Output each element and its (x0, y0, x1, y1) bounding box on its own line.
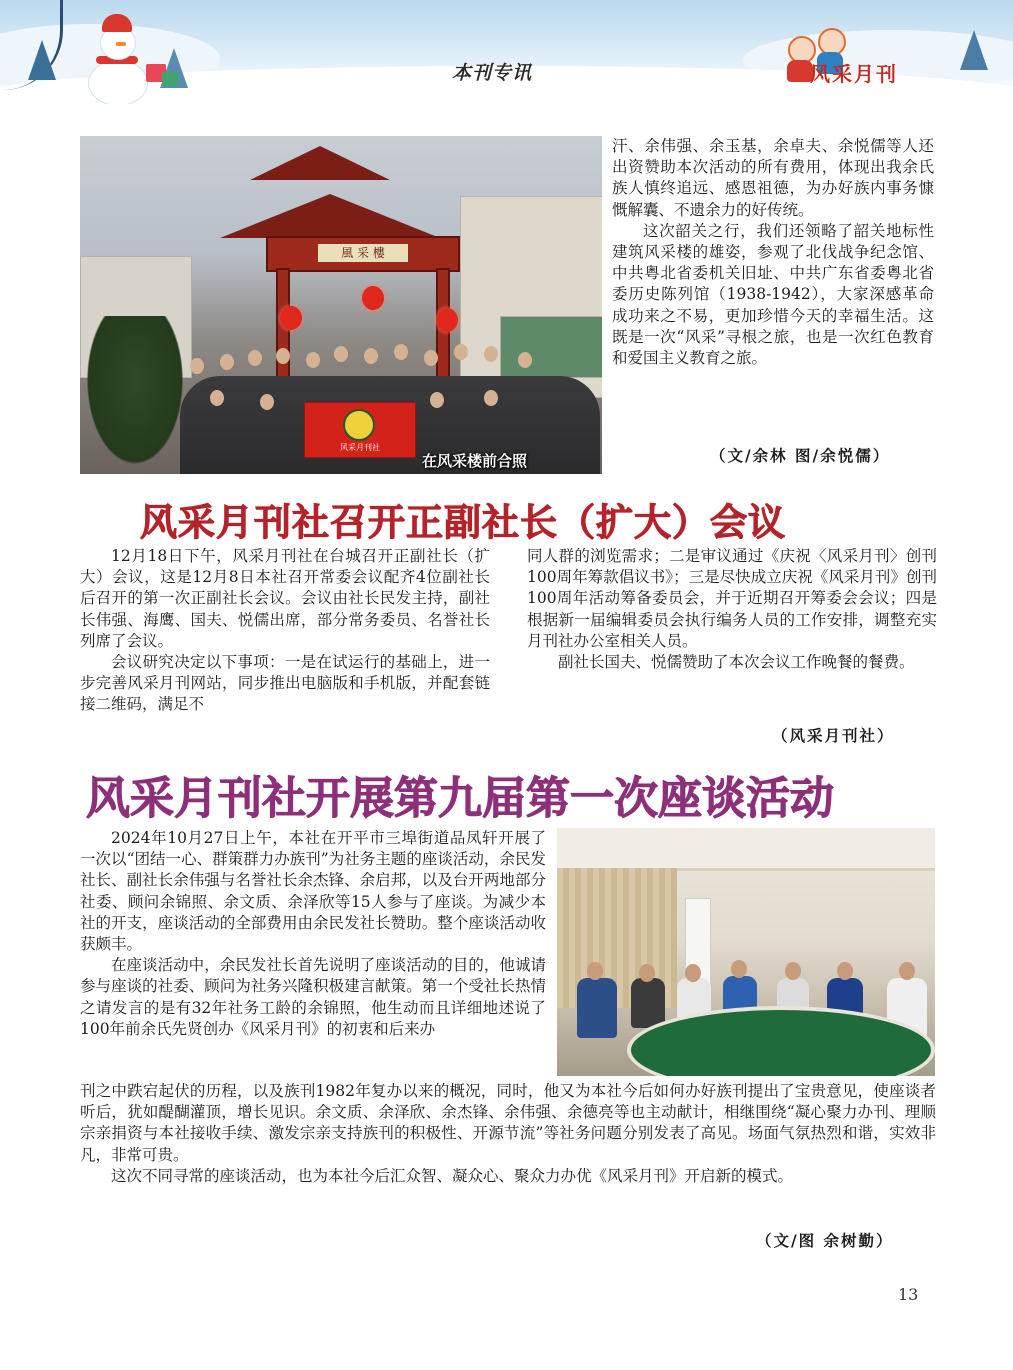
lantern-icon (436, 308, 458, 332)
article-column-left (80, 546, 490, 716)
byline: （风采月刊社） (772, 726, 895, 745)
society-emblem-icon (343, 409, 375, 441)
magazine-title: 风采月刊 (810, 62, 898, 86)
bonsai-tree (80, 316, 190, 474)
lantern-icon (362, 286, 384, 310)
lantern-icon (280, 306, 302, 330)
article-column-lower (80, 1081, 936, 1187)
paragraph: 副社长国夫、悦儒赞助了本次会议工作晚餐的餐费。 (558, 653, 915, 672)
tree-icon (960, 30, 988, 70)
headline: 风采月刊社开展第九届第一次座谈活动 (86, 773, 834, 824)
paragraph: 这次韶关之行，我们还领略了韶关地标性建筑风采楼的雄姿，参观了北伐战争纪念馆、中共粤北省委机关旧址、中共广东省委粤北省委历史陈列馆（1938-1942），大家深感革命成功来之不易，更加珍惜今天的幸福生活。这既是一次“风采”寻根之旅，也是一次红色教育和爱国主义教育之旅。 (612, 221, 934, 368)
red-society-banner: 风采月刊社 (304, 402, 416, 458)
article-column-right (527, 546, 937, 673)
page-number: 13 (898, 1285, 919, 1304)
paragraph: 会议研究决定以下事项：一是在试运行的基础上，进一步完善风采月刊网站，同步推出电脑版和手机版，并配套链接二维码，满足不 (80, 653, 490, 714)
headline: 风采月刊社召开正副社长（扩大）会议 (140, 501, 786, 544)
paragraph: 刊之中跌宕起伏的历程，以及族刊1982年复办以来的概况，同时，他又为本社今后如何办好族刊提出了宝贵意见，使座谈者听后，犹如醍醐灌顶，增长见识。余文质、余泽欣、余杰锋、余伟强、余德亮等也主动献计，相继围绕“凝心聚力办刊、理顺宗亲捐资与本社接收手续、激发宗亲支持族刊的积极性、开源节流”等社务问题分别发表了高见。场面气氛热烈和谐，实效非凡，非常可贵。 (80, 1082, 936, 1164)
article-column-upper (80, 828, 546, 1040)
meeting-photo (557, 828, 935, 1076)
header-banner (0, 0, 1013, 104)
byline: （文/余林 图/余悦儒） (710, 446, 891, 465)
paragraph: 汗、余伟强、余玉基，余卓夫、余悦儒等人还出资赞助本次活动的所有费用，体现出我余氏族人慎终追远、感恩祖德，为办好族内事务慷慨解囊、不遗余力的好传统。 (612, 137, 934, 219)
paragraph: 12月18日下午，风采月刊社在台城召开正副社长（扩大）会议，这是12月8日本社召开常委会议配齐4位副社长后召开的第一次正副社长会议。会议由社长民发主持，副社长伟强、海鹰、国夫、悦儒出席，部分常务委员、名誉社长列席了会议。 (80, 547, 490, 650)
byline: （文/图 余树勤） (756, 1231, 894, 1250)
paragraph: 2024年10月27日上午，本社在开平市三埠街道品凤轩开展了一次以“团结一心、群策群力办族刊”为社务主题的座谈活动，余民发社长、副社长余伟强与名誉社长余杰锋、余启邦，以及台开两地部分社委、顾问余锦照、余文质、余泽欣等15人参与了座谈。为减少本社的开支，座谈活动的全部费用由余民发社长赞助。整个座谈活动收获颇丰。 (80, 829, 546, 954)
photo-caption: 在风采楼前合照 (422, 452, 528, 470)
tree-icon (28, 40, 56, 80)
gift-icon (162, 72, 178, 86)
group-photo-fengcai-tower (80, 136, 602, 474)
section-label: 本刊专讯 (452, 62, 533, 84)
tower-sign: 風 采 樓 (318, 244, 408, 262)
article-continuation (612, 136, 934, 369)
paragraph: 这次不同寻常的座谈活动，也为本社今后汇众智、凝众心、聚众力办优《风采月刊》开启新的模式。 (111, 1166, 794, 1185)
paragraph: 在座谈活动中，余民发社长首先说明了座谈活动的目的，他诚请参与座谈的社委、顾问为社务兴隆积极建言献策。第一个受社长热情之请发言的是有32年社务工龄的余锦照，他生动而且详细地述说了100年前余氏先贤创办《风采月刊》的初衷和后来办 (80, 956, 546, 1038)
snowman-icon (82, 14, 152, 104)
paragraph: 同人群的浏览需求；二是审议通过《庆祝〈风采月刊〉创刊100周年筹款倡议书》；三是尽快成立庆祝《风采月刊》创刊100周年活动筹备委员会，并于近期召开筹委会会议；四是根据新一届编辑委员会执行编务人员的工作安排，调整充实月刊社办公室相关人员。 (527, 547, 937, 650)
